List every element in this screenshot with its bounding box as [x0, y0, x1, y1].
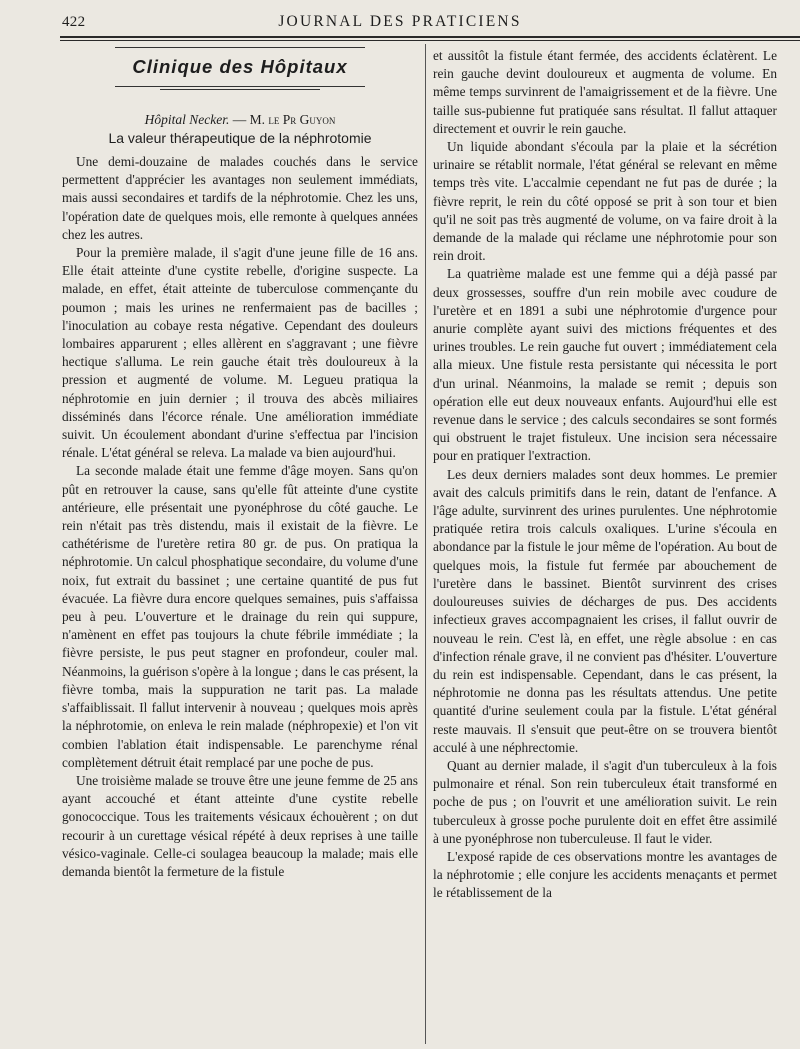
article-title: La valeur thérapeutique de la néphrotomie	[108, 130, 372, 146]
paragraph: et aussitôt la fistule étant fermée, des accidents éclatèrent. Le rein gauche devint douloureux et augmenta de volume. En même temps survinrent de l'amaigrissement et de la fièvre. Une taille sus-pubienne fut pratiquée sans résultat. Il fallut attaquer directement et ouvrir le rein gauche.	[433, 48, 777, 136]
byline-author: M. le Pr Guyon	[249, 112, 336, 127]
left-column	[62, 47, 418, 1047]
journal-title: JOURNAL DES PRATICIENS	[278, 13, 522, 30]
paragraph: Les deux derniers malades sont deux hommes. Le premier avait des calculs primitifs dans le rein, datant de l'enfance. A l'âge adulte, survinrent des urines purulentes. Une néphrotomie pratiquée retira trois calculs oxaliques. L'urine s'écoula en abondance par la fistule le jour même de l'opération. Au bout de quelques mois, la fistule fut fermée par abouchement de l'uretère dans le bassinet. Bientôt survinrent des crises douloureuses suivies de décharges de pus. Des accidents infectieux graves accompagnaient les crises, il fallut ouvrir de nouveau le rein. C'est là, en effet, une règle absolue : en cas d'infection rénale grave, il ne convient pas d'hésiter. L'ouverture du rein est indispensable. Cependant, dans le cas présent, la néphrotomie ne donna pas les résultats attendus. Une petite quantité d'urine seulement coula par la fistule. L'état général reste mauvais. Il s'ensuit que peut-être on se trouvera bientôt acculé à une néphrectomie.	[433, 466, 777, 755]
paragraph: Une demi-douzaine de malades couchés dans le service permettent d'apprécier les avantages non seulement immédiats, mais aussi secondaires et tardifs de la néphrotomie. Chez les uns, l'opération date de quelques mois, elle remonte à quelques années chez les autres.	[62, 154, 418, 242]
paragraph: Quant au dernier malade, il s'agit d'un tuberculeux à la fois pulmonaire et rénal. Son rein tuberculeux était transformé en poche de pus ; on l'ouvrit et une amélioration suivit. Le rein tuberculeux à grosse poche purulente doit en effet être assimilé à une pyonéphrose non tuberculeuse. Il faut le vider.	[433, 757, 777, 846]
header-rule-thin	[60, 40, 800, 41]
section-rule-bottom-short	[160, 89, 320, 90]
section-rule-top	[115, 47, 365, 48]
byline-separator: —	[229, 112, 250, 127]
page-number: 422	[62, 14, 86, 30]
byline-place: Hôpital Necker.	[144, 112, 230, 127]
byline	[62, 112, 418, 128]
section-title: Clinique des Hôpitaux	[132, 56, 348, 77]
paragraph: Pour la première malade, il s'agit d'une jeune fille de 16 ans. Elle était atteinte d'une cystite rebelle, d'origine suspecte. La malade, en effet, était atteinte de tuberculose commençante du poumon ; mais les urines ne renfermaient pas de bacilles ; l'inoculation au cobaye resta négative. Cependant des douleurs lombaires apparurent ; elles allèrent en s'aggravant ; une fièvre hectique s'alluma. Le rein gauche était très douloureux à la pression et augmenté de volume. M. Legueu pratiqua la néphrotomie en juin dernier ; il trouva des abcès miliaires disséminés dans l'écorce rénale. Une amélioration immédiate suivit. Un écoulement abondant d'urine s'effectua par l'incision rénale. L'état général se releva. La malade va bien aujourd'hui.	[62, 245, 418, 461]
paragraph: Une troisième malade se trouve être une jeune femme de 25 ans ayant accouché et étant atteinte d'une cystite rebelle gonococcique. Tous les traitements vésicaux échouèrent ; on dut recourir à un curettage vésical répété à deux reprises à une taille vésico-vaginale. Celle-ci soulagea beaucoup la malade; mais elle demanda bientôt la fermeture de la fistule	[62, 772, 418, 879]
column-divider	[425, 44, 426, 1044]
paragraph: Un liquide abondant s'écoula par la plaie et la sécrétion urinaire se rétablit normale, l'état général se relevant en même temps très vite. L'accalmie cependant ne fut pas de durée ; la fièvre reprit, le rein du côté opposé se prit à son tour et bien qu'il ne soit pas très augmenté de volume, on va faire droit à la demande de la malade qui réclame une néphrotomie pour son rein droit.	[433, 139, 777, 264]
right-column	[433, 47, 777, 1047]
page-header	[0, 0, 800, 36]
paragraph: La seconde malade était une femme d'âge moyen. Sans qu'on pût en retrouver la cause, sans qu'elle fût atteinte d'une cystite antérieure, elle présentait une pyonéphrose du côté gauche. Le rein n'était pas très distendu, mais il existait de la fièvre. Le cathétérisme de l'uretère retira 80 gr. de pus. On pratiqua la néphrotomie. Un calcul phosphatique secondaire, du volume d'une noix, fut extrait du bassinet ; une certaine quantité de pus fut évacuée. La fièvre dura encore quelques semaines, puis s'affaissa peu à peu. L'ouverture et le drainage du rein qui suppure, n'amènent en effet pas toujours la chute fébrile immédiate ; la fièvre persiste, le pus peut stagner en profondeur, couler mal. Néanmoins, la guérison s'opère à la longue ; dans le cas présent, la fièvre tomba, mais la suppuration ne tarit pas. La malade s'affaiblissait. Il fallut intervenir à nouveau ; quelques mois après la néphrotomie, on enleva le rein malade (néphropexie) et l'on vit combien l'ablation était indispensable. Le parenchyme rénal complètement détruit était remplacé par une poche de pus.	[62, 463, 418, 770]
paragraph: La quatrième malade est une femme qui a déjà passé par deux grossesses, souffre d'un rein mobile avec coudure de l'uretère et en 1891 a subi une néphrotomie d'urgence pour anurie complète ayant suivi des mictions fréquentes et des urines troubles. Le rein gauche fut ouvert ; immédiatement cela alla mieux. Une fistule resta persistante qui nécessita le port d'un urinal. Néanmoins, la malade se remit ; depuis son opération elle eut deux nouveaux enfants. Aujourd'hui elle est revenue dans le service ; des calculs secondaires se sont formés qui obstruent le trajet fistuleux. Une incision sera nécessaire pour en pratiquer l'extraction.	[433, 266, 777, 464]
section-rule-bottom	[115, 86, 365, 87]
header-rule-thick	[60, 36, 800, 38]
paragraph: L'exposé rapide de ces observations montre les avantages de la néphrotomie ; elle conjure les accidents menaçants et permet le rétablissement de la	[433, 848, 777, 901]
